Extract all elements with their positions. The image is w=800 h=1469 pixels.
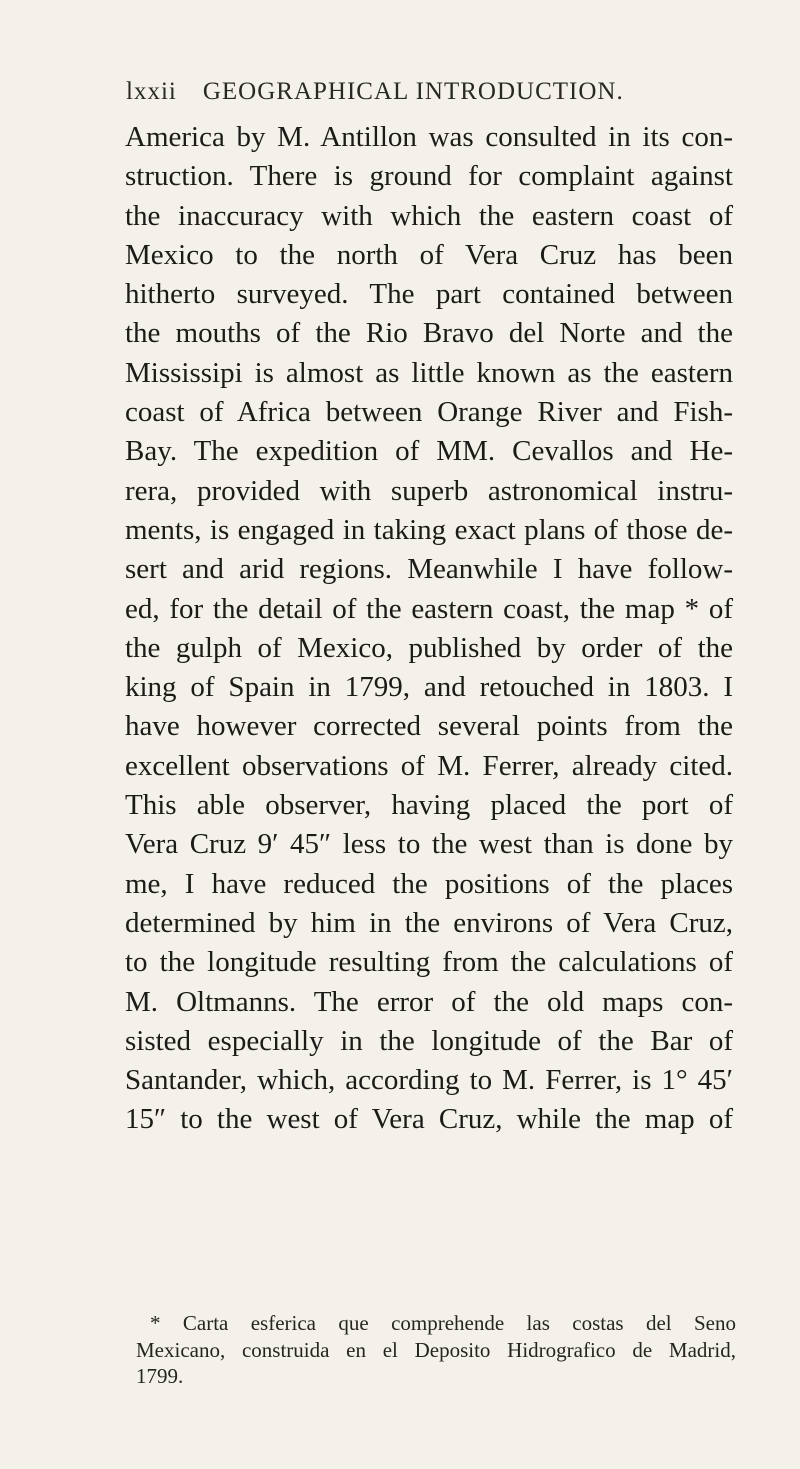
text-line: sisted especially in the longitude of the Bar of — [125, 1024, 733, 1057]
text-line: excellent observations of M. Ferrer, already cited. — [125, 749, 733, 782]
text-line: have however corrected several points from the — [125, 710, 733, 743]
text-line: ments, is engaged in taking exact plans of those de- — [125, 513, 733, 546]
footnote-line: * Carta esferica que comprehende las costas del Seno — [150, 1311, 736, 1335]
footnote — [136, 1310, 736, 1390]
text-line: determined by him in the environs of Vera Cruz, — [125, 906, 733, 939]
text-line: Santander, which, according to M. Ferrer, is 1° 45′ — [125, 1064, 733, 1097]
text-line: Bay. The expedition of MM. Cevallos and He- — [125, 435, 733, 468]
text-line: Mississipi is almost as little known as the eastern — [125, 356, 733, 389]
text-line: America by M. Antillon was consulted in its con- — [125, 121, 733, 153]
text-line: the mouths of the Rio Bravo del Norte and the — [125, 317, 733, 350]
text-line: Mexico to the north of Vera Cruz has been — [125, 238, 733, 271]
text-line: This able observer, having placed the port of — [125, 789, 733, 822]
text-line: the inaccuracy with which the eastern coast of — [125, 199, 733, 232]
text-line: me, I have reduced the positions of the places — [125, 867, 733, 900]
text-line: M. Oltmanns. The error of the old maps con- — [125, 985, 733, 1018]
footnote-line: 1799. — [136, 1364, 184, 1388]
footnote-line: Mexicano, construida en el Deposito Hidrografico de Madrid, — [136, 1337, 736, 1362]
text-line: rera, provided with superb astronomical instru- — [125, 474, 733, 507]
text-line: sert and arid regions. Meanwhile I have follow- — [125, 553, 733, 586]
text-line: coast of Africa between Orange River and Fish- — [125, 396, 733, 429]
text-line: struction. There is ground for complaint against — [125, 160, 733, 193]
running-header — [126, 78, 624, 106]
text-line: hitherto surveyed. The part contained between — [125, 278, 733, 311]
text-line: 15″ to the west of Vera Cruz, while the map of — [125, 1103, 733, 1136]
text-line: ed, for the detail of the eastern coast, the map * of — [125, 592, 733, 625]
text-line: Vera Cruz 9′ 45″ less to the west than is done by — [125, 828, 733, 861]
text-line: the gulph of Mexico, published by order of the — [125, 631, 733, 664]
running-title: GEOGRAPHICAL INTRODUCTION. — [202, 78, 624, 105]
body-text — [125, 118, 733, 1140]
text-line: to the longitude resulting from the calculations of — [125, 946, 733, 979]
page-number: lxxii — [126, 78, 177, 105]
text-line: king of Spain in 1799, and retouched in 1803. I — [125, 671, 733, 704]
